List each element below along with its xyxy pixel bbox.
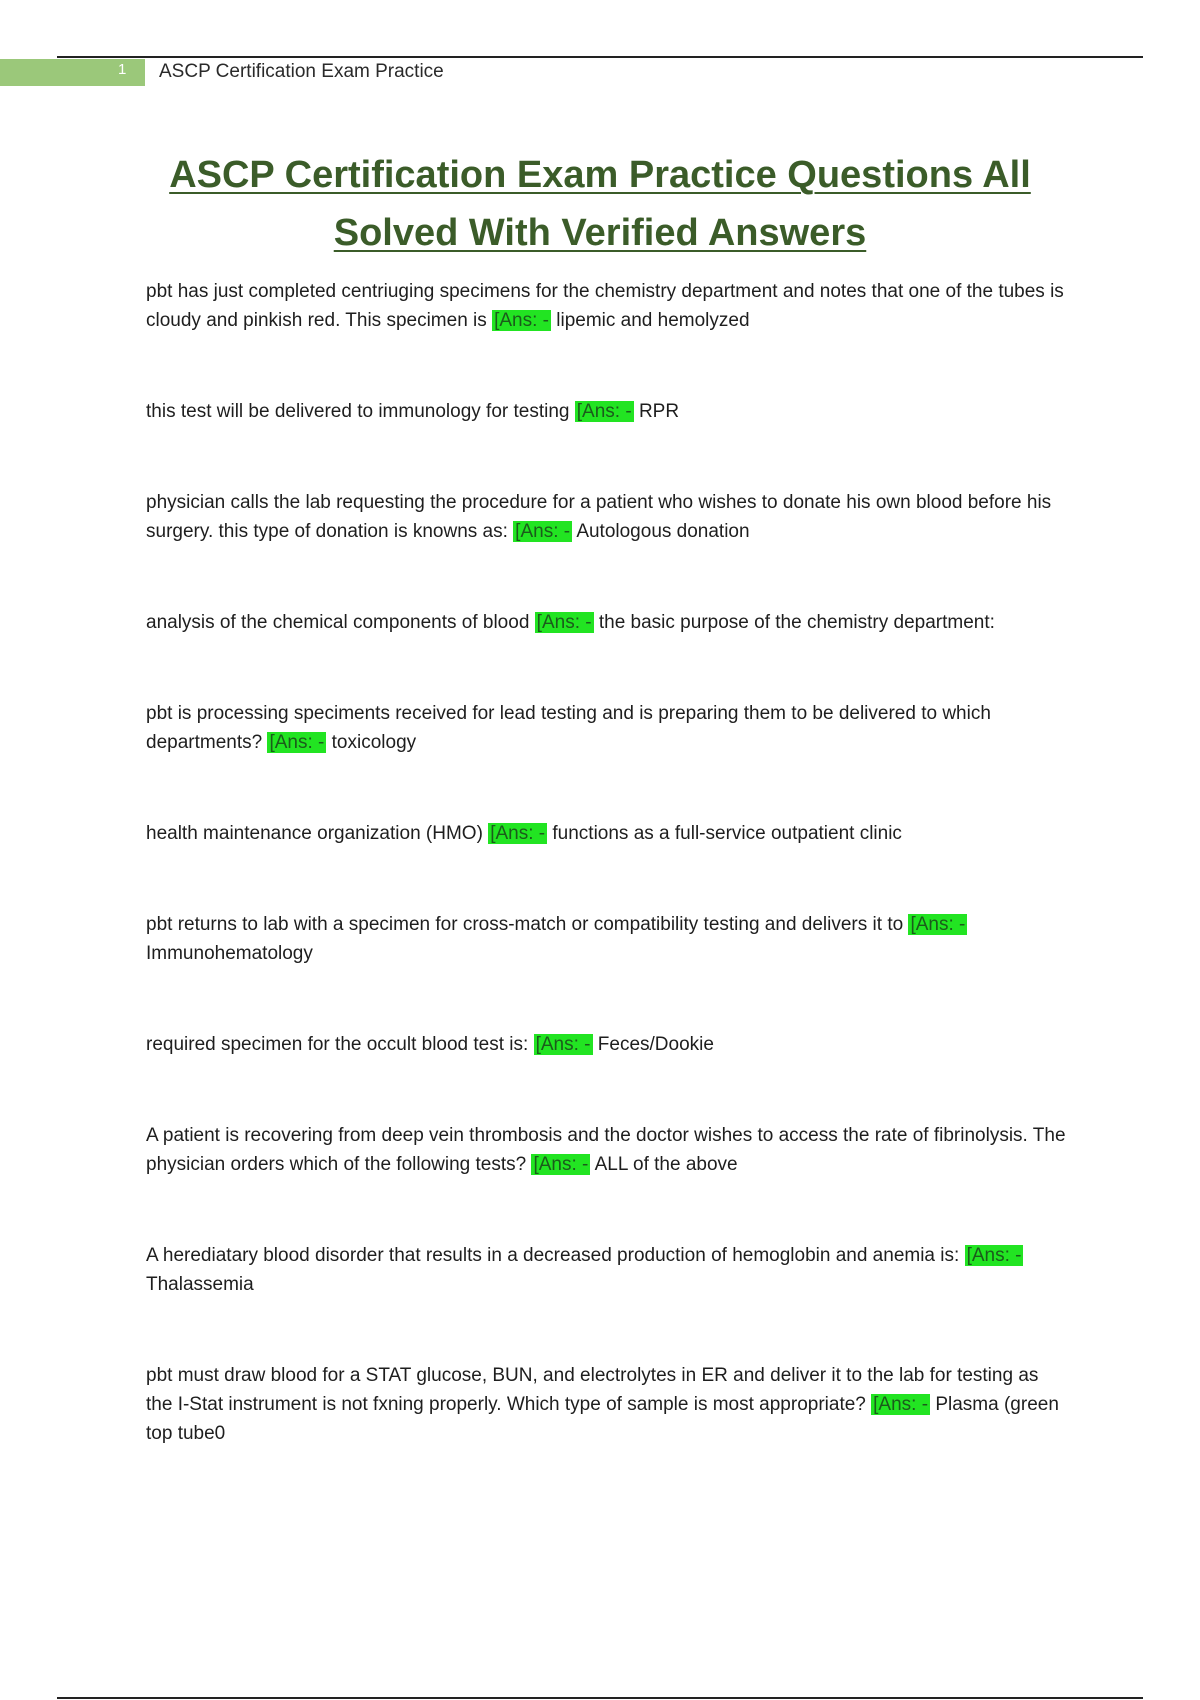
answer-tag: [Ans: - <box>536 612 592 633</box>
question-text: pbt is processing speciments received for lead testing and is preparing them to be delivered to which departments? <box>146 703 991 753</box>
answer-tag: [Ans: - <box>269 732 325 753</box>
footer-rule <box>57 1697 1143 1699</box>
question-text: physician calls the lab requesting the procedure for a patient who wishes to donate his own blood before his surgery. this type of donation is knowns as: <box>146 492 1052 542</box>
qa-item <box>146 1121 1066 1179</box>
qa-list <box>146 277 1066 1448</box>
running-header-title: ASCP Certification Exam Practice <box>159 61 444 82</box>
question-text: required specimen for the occult blood test is: <box>146 1034 529 1055</box>
question-text: this test will be delivered to immunology for testing <box>146 401 570 422</box>
answer-tag: [Ans: - <box>533 1154 589 1175</box>
qa-item <box>146 397 1066 426</box>
qa-item <box>146 1241 1066 1299</box>
qa-item <box>146 277 1066 335</box>
qa-item <box>146 819 1066 848</box>
question-text: pbt must draw blood for a STAT glucose, BUN, and electrolytes in ER and deliver it to the lab for testing as the I-Stat instrument is not fxning properly. Which type of sample is most appropriate? <box>146 1365 1039 1415</box>
answer-tag: [Ans: - <box>515 521 571 542</box>
qa-item <box>146 1361 1066 1448</box>
question-text: A patient is recovering from deep vein thrombosis and the doctor wishes to access the rate of fibrinolysis. The physician orders which of the following tests? <box>146 1125 1066 1175</box>
answer-text: Autologous donation <box>576 521 750 542</box>
answer-text: Thalassemia <box>146 1274 254 1295</box>
answer-tag: [Ans: - <box>873 1394 929 1415</box>
answer-text: Feces/Dookie <box>597 1034 714 1055</box>
qa-item <box>146 488 1066 546</box>
answer-text: the basic purpose of the chemistry department: <box>598 612 995 633</box>
answer-text: lipemic and hemolyzed <box>556 310 750 331</box>
answer-text: Immunohematology <box>146 943 313 964</box>
answer-tag: [Ans: - <box>494 310 549 331</box>
question-text: pbt has just completed centriuging specimens for the chemistry department and notes that one of the tubes is cloudy and pinkish red. This specimen is <box>146 281 1064 331</box>
answer-text: Plasma (green top tube0 <box>146 1394 1059 1444</box>
answer-tag: [Ans: - <box>490 823 546 844</box>
qa-item <box>146 699 1066 757</box>
header-rule <box>57 56 1143 58</box>
qa-item <box>146 1030 1066 1059</box>
qa-item <box>146 608 1066 637</box>
answer-text: ALL of the above <box>594 1154 738 1175</box>
question-text: pbt returns to lab with a specimen for cross-match or compatibility testing and delivers it to <box>146 914 904 935</box>
answer-tag: [Ans: - <box>535 1034 591 1055</box>
page-number: 1 <box>118 61 127 78</box>
answer-tag: [Ans: - <box>966 1245 1022 1266</box>
qa-item <box>146 910 1066 968</box>
question-text: analysis of the chemical components of blood <box>146 612 530 633</box>
document-title: ASCP Certification Exam Practice Questions All Solved With Verified Answers <box>169 154 1031 254</box>
question-text: A herediatary blood disorder that results in a decreased production of hemoglobin and anemia is: <box>146 1245 960 1266</box>
answer-text: functions as a full-service outpatient clinic <box>552 823 902 844</box>
answer-text: RPR <box>638 401 680 422</box>
question-text: health maintenance organization (HMO) <box>146 823 483 844</box>
answer-text: toxicology <box>331 732 417 753</box>
answer-tag: [Ans: - <box>910 914 966 935</box>
answer-tag: [Ans: - <box>576 401 632 422</box>
